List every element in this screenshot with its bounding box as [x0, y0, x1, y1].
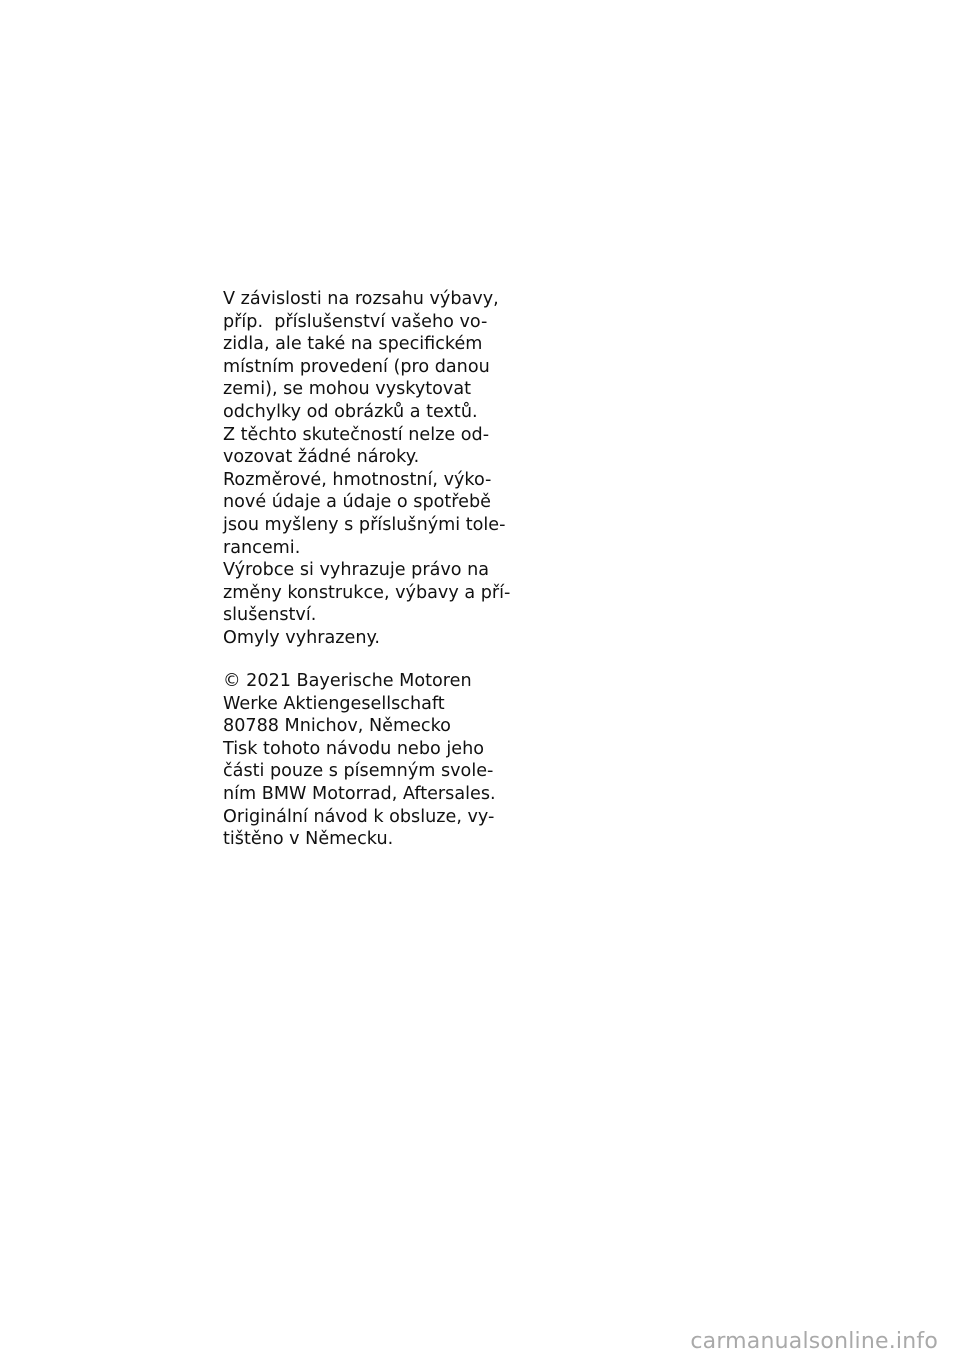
disclaimer-line: slušenství.	[223, 605, 317, 626]
disclaimer-line: Rozměrové, hmotnostní, výko-	[223, 469, 492, 490]
copyright-line: Originální návod k obsluze, vy-	[223, 806, 495, 827]
disclaimer-line: vozovat žádné nároky.	[223, 447, 420, 468]
copyright-line: části pouze s písemným svole-	[223, 761, 494, 782]
copyright-line: © 2021 Bayerische Motoren	[223, 671, 472, 691]
disclaimer-line: místním provedení (pro danou	[223, 356, 490, 377]
disclaimer-line: nové údaje a údaje o spotřebě	[223, 492, 491, 513]
disclaimer-line: Výrobce si vyhrazuje právo na	[223, 560, 490, 581]
copyright-line: 80788 Mnichov, Německo	[223, 716, 451, 737]
disclaimer-line: Omyly vyhrazeny.	[223, 627, 380, 648]
copyright-line: ním BMW Motorrad, Aftersales.	[223, 783, 496, 804]
disclaimer-line: Z těchto skutečností nelze od-	[223, 424, 490, 445]
copyright-line: Tisk tohoto návodu nebo jeho	[223, 738, 485, 759]
disclaimer-line: změny konstrukce, výbavy a pří-	[223, 582, 511, 603]
disclaimer-line: příp. příslušenství vašeho vo-	[223, 311, 488, 332]
copyright-text	[223, 670, 503, 851]
copyright-line: Werke Aktiengesellschaft	[223, 693, 445, 714]
disclaimer-line: zemi), se mohou vyskytovat	[223, 379, 471, 400]
disclaimer-text	[223, 288, 511, 650]
disclaimer-line: V závislosti na rozsahu výbavy,	[223, 289, 499, 309]
disclaimer-line: rancemi.	[223, 537, 301, 558]
copyright-line: tištěno v Německu.	[223, 829, 394, 850]
watermark-text: carmanualsonline.info	[690, 1329, 938, 1354]
disclaimer-line: zidla, ale také na specifickém	[223, 334, 483, 355]
disclaimer-line: jsou myšleny s příslušnými tole-	[223, 514, 506, 535]
disclaimer-line: odchylky od obrázků a textů.	[223, 401, 478, 422]
